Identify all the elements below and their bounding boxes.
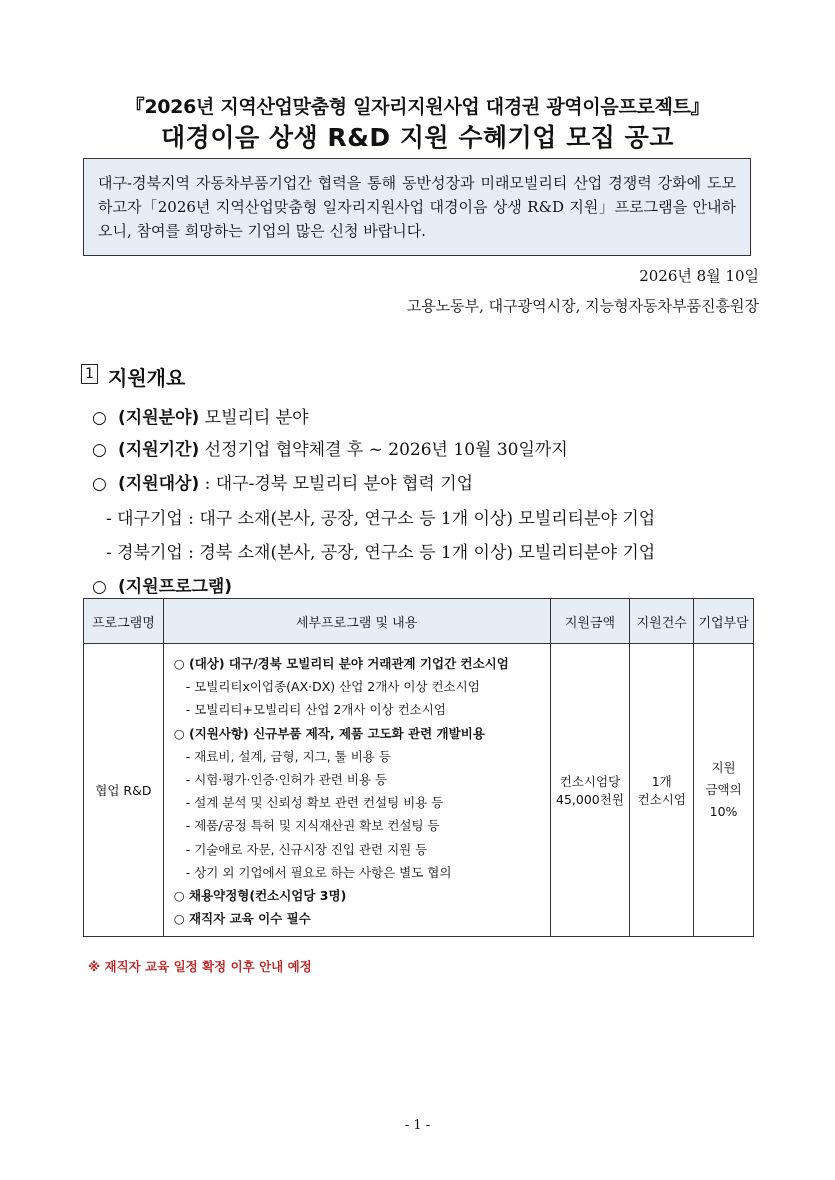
- detail-line: - 기술애로 자문, 신규시장 진입 관련 지원 등: [185, 841, 428, 857]
- detail-line: ○ (대상) 대구/경북 모빌리티 분야 거래관계 기업간 컨소시엄: [173, 656, 509, 671]
- program-table: [83, 598, 754, 937]
- detail-line: - 상기 외 기업에서 필요로 하는 사항은 별도 협의: [185, 864, 452, 880]
- announcement-date: 2026년 8월 10일: [639, 267, 759, 285]
- header-burden: 기업부담: [694, 599, 754, 644]
- burden-cell: [694, 644, 754, 937]
- support-target-label: (지원대상): [118, 474, 200, 494]
- burden-line3: 10%: [709, 804, 738, 820]
- detail-line: - 모빌리티+모빌리티 산업 2개사 이상 컨소시엄: [185, 702, 446, 718]
- detail-line: - 시험·평가·인증·인허가 관련 비용 등: [185, 771, 388, 787]
- announcement-title-line1: 『2026년 지역산업맞춤형 일자리지원사업 대경권 광역이음프로젝트』: [125, 96, 710, 118]
- support-period-text: 선정기업 협약체결 후 ~ 2026년 10월 30일까지: [204, 440, 568, 460]
- count-cell: [630, 644, 694, 937]
- table-row: [84, 644, 754, 937]
- intro-text: 대구-경북지역 자동차부품기업간 협력을 통해 동반성장과 미래모빌리티 산업 경쟁력 강화에 도모하고자「2026년 지역산업맞춤형 일자리지원사업 대경이음 상생 R&D 지원」프로그램을 안내하오니, 참여를 희망하는 기업의 많은 신청 바랍니다.: [98, 174, 736, 240]
- program-details-cell: [163, 644, 550, 937]
- bullet-circle: ○: [92, 440, 107, 460]
- count-line1: 1개: [651, 774, 672, 790]
- detail-line: ○ 채용약정형(컨소시엄당 3명): [173, 887, 347, 903]
- amount-line2: 45,000천원: [556, 792, 624, 808]
- support-program-label: (지원프로그램): [118, 577, 233, 597]
- amount-cell: [550, 644, 630, 937]
- detail-line: - 모빌리티x이업종(AX·DX) 산업 2개사 이상 컨소시엄: [185, 679, 480, 695]
- support-target-text: : 대구-경북 모빌리티 분야 협력 기업: [204, 474, 474, 494]
- support-period-label: (지원기간): [118, 440, 200, 460]
- bullet-circle: ○: [92, 474, 107, 494]
- header-details: 세부프로그램 및 내용: [163, 599, 550, 644]
- support-field-label: (지원분야): [118, 408, 200, 428]
- support-field-text: 모빌리티 분야: [204, 408, 309, 428]
- gyeongbuk-company-item: - 경북기업 : 경북 소재(본사, 공장, 연구소 등 1개 이상) 모빌리티분야 기업: [106, 543, 656, 563]
- table-header-row: [84, 599, 754, 644]
- page-number: - 1 -: [404, 1118, 431, 1133]
- bullet-circle: ○: [92, 408, 107, 428]
- detail-line: ○ 재직자 교육 이수 필수: [173, 911, 311, 927]
- detail-line: - 설계 분석 및 신뢰성 확보 관련 컨설팅 비용 등: [185, 795, 444, 811]
- support-program-heading: [92, 572, 232, 597]
- header-count: 지원건수: [630, 599, 694, 644]
- amount-line1: 컨소시엄당: [559, 774, 621, 790]
- section-title: 지원개요: [108, 366, 186, 390]
- intro-box: [83, 158, 751, 256]
- header-amount: 지원금액: [550, 599, 630, 644]
- count-line2: 컨소시엄: [637, 792, 686, 808]
- issuing-organizations: 고용노동부, 대구광역시장, 지능형자동차부품진흥원장: [406, 297, 759, 315]
- support-field-item: [92, 403, 309, 428]
- detail-line: ○ (지원사항) 신규부품 제작, 제품 고도화 관련 개발비용: [173, 725, 485, 741]
- education-note: ※ 재직자 교육 일정 확정 이후 안내 예정: [88, 959, 312, 974]
- bullet-circle: ○: [92, 577, 107, 597]
- daegu-company-item: - 대구기업 : 대구 소재(본사, 공장, 연구소 등 1개 이상) 모빌리티분야 기업: [106, 509, 656, 529]
- detail-line: - 제품/공정 특허 및 지식재산권 확보 컨설팅 등: [185, 818, 440, 834]
- section-number-box: 1: [81, 364, 98, 384]
- header-program-name: 프로그램명: [84, 599, 164, 644]
- burden-line1: 지원: [711, 760, 736, 776]
- support-period-item: [92, 435, 568, 460]
- program-name-cell: 협업 R&D: [84, 644, 164, 937]
- burden-line2: 금액의: [705, 782, 742, 798]
- detail-line: - 재료비, 설계, 금형, 지그, 툴 비용 등: [185, 748, 391, 764]
- support-target-item: [92, 469, 473, 494]
- announcement-title-line2: 대경이음 상생 R&D 지원 수혜기업 모집 공고: [161, 123, 674, 152]
